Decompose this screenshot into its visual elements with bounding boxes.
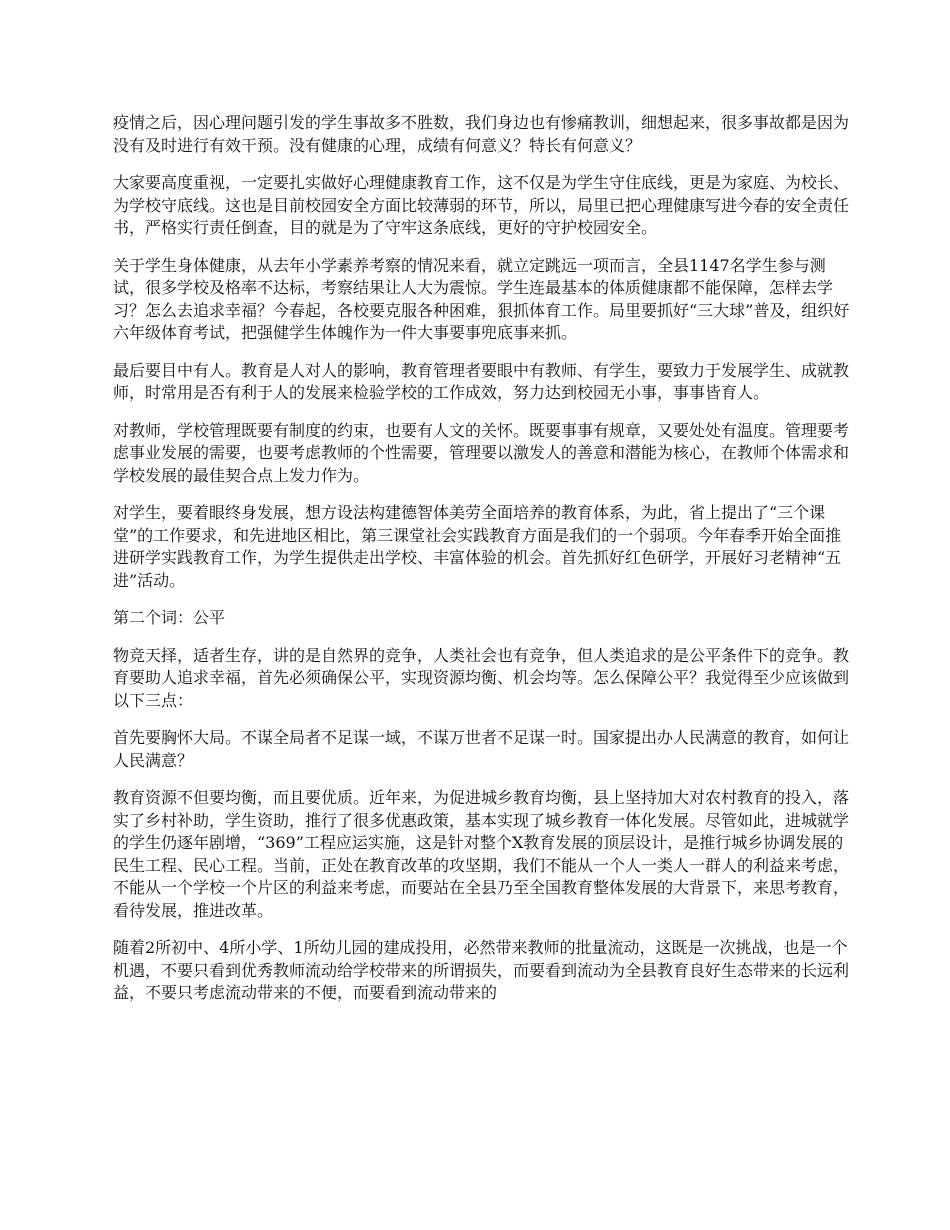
section-heading-fairness: 第二个词：公平 [113, 608, 226, 627]
paragraph-students: 对学生，要着眼终身发展，想方设法构建德智体美劳全面培养的教育体系，为此，省上提出了“三个课堂”的工作要求，和先进地区相比，第三课堂社会实践教育方面是我们的一个弱项。今年春季开始全面推进研学实践教育工作，为学生提供走出学校、丰富体验的机会。首先抓好红色研学，开展好习老精神“五进”活动。 [113, 503, 842, 590]
paragraph-people-centered: 最后要目中有人。教育是人对人的影响，教育管理者要眼中有教师、有学生，要致力于发展学生、成就教师，时常用是否有利于人的发展来检验学校的工作成效，努力达到校园无小事，事事皆育人。 [113, 360, 850, 402]
paragraph-mental-health-education: 大家要高度重视，一定要扎实做好心理健康教育工作，这不仅是为学生守住底线，更是为家庭、为校长、为学校守底线。这也是目前校园安全方面比较薄弱的环节，所以，局里已把心理健康写进今春的安全责任书，严格实行责任倒查，目的就是为了守牢这条底线，更好的守护校园安全。 [113, 173, 850, 237]
paragraph-physical-health: 关于学生身体健康，从去年小学素养考察的情况来看，就立定跳远一项而言，全县1147名学生参与测试，很多学校及格率不达标，考察结果让人大为震惊。学生连最基本的体质健康都不能保障，怎样去学习？怎么去追求幸福？今春起，各校要克服各种困难，狠抓体育工作。局里要抓好“三大球”普及，组织好六年级体育考试，把强健学生体魄作为一件大事要事兜底事来抓。 [113, 255, 850, 342]
document-body [113, 112, 853, 1020]
paragraph-fairness-intro: 物竞天择，适者生存，讲的是自然界的竞争，人类社会也有竞争，但人类追求的是公平条件下的竞争。教育要助人追求幸福，首先必须确保公平，实现资源均衡、机会均等。怎么保障公平？我觉得至少应该做到以下三点： [113, 645, 850, 710]
paragraph-education-resources: 教育资源不但要均衡，而且要优质。近年来，为促进城乡教育均衡，县上坚持加大对农村教育的投入，落实了乡村补助，学生资助，推行了很多优惠政策，基本实现了城乡教育一体化发展。尽管如此，进城就学的学生仍逐年剧增，“369”工程应运实施，这是针对整个X教育发展的顶层设计，是推行城乡协调发展的民生工程、民心工程。当前，正处在教育改革的攻坚期，我们不能从一个人一类人一群人的利益来考虑，不能从一个学校一个片区的利益来考虑，而要站在全县乃至全国教育整体发展的大背景下，来思考教育，看待发展，推进改革。 [113, 788, 850, 920]
paragraph-teachers: 对教师，学校管理既要有制度的约束，也要有人文的关怀。既要事事有规章，又要处处有温度。管理要考虑事业发展的需要，也要考虑教师的个性需要，管理要以激发人的善意和潜能为核心，在教师个体需求和学校发展的最佳契合点上发力作为。 [113, 420, 850, 485]
paragraph-big-picture: 首先要胸怀大局。不谋全局者不足谋一域，不谋万世者不足谋一时。国家提出办人民满意的教育，如何让人民满意？ [113, 728, 850, 770]
paragraph-teacher-mobility: 随着2所初中、4所小学、1所幼儿园的建成投用，必然带来教师的批量流动，这既是一次挑战，也是一个机遇，不要只看到优秀教师流动给学校带来的所谓损失，而要看到流动为全县教育良好生态带来的长远利益，不要只考虑流动带来的不便，而要看到流动带来的 [113, 938, 850, 1002]
paragraph-mental-health-incidents: 疫情之后，因心理问题引发的学生事故多不胜数，我们身边也有惨痛教训，细想起来，很多事故都是因为没有及时进行有效干预。没有健康的心理，成绩有何意义？特长有何意义？ [113, 113, 850, 155]
